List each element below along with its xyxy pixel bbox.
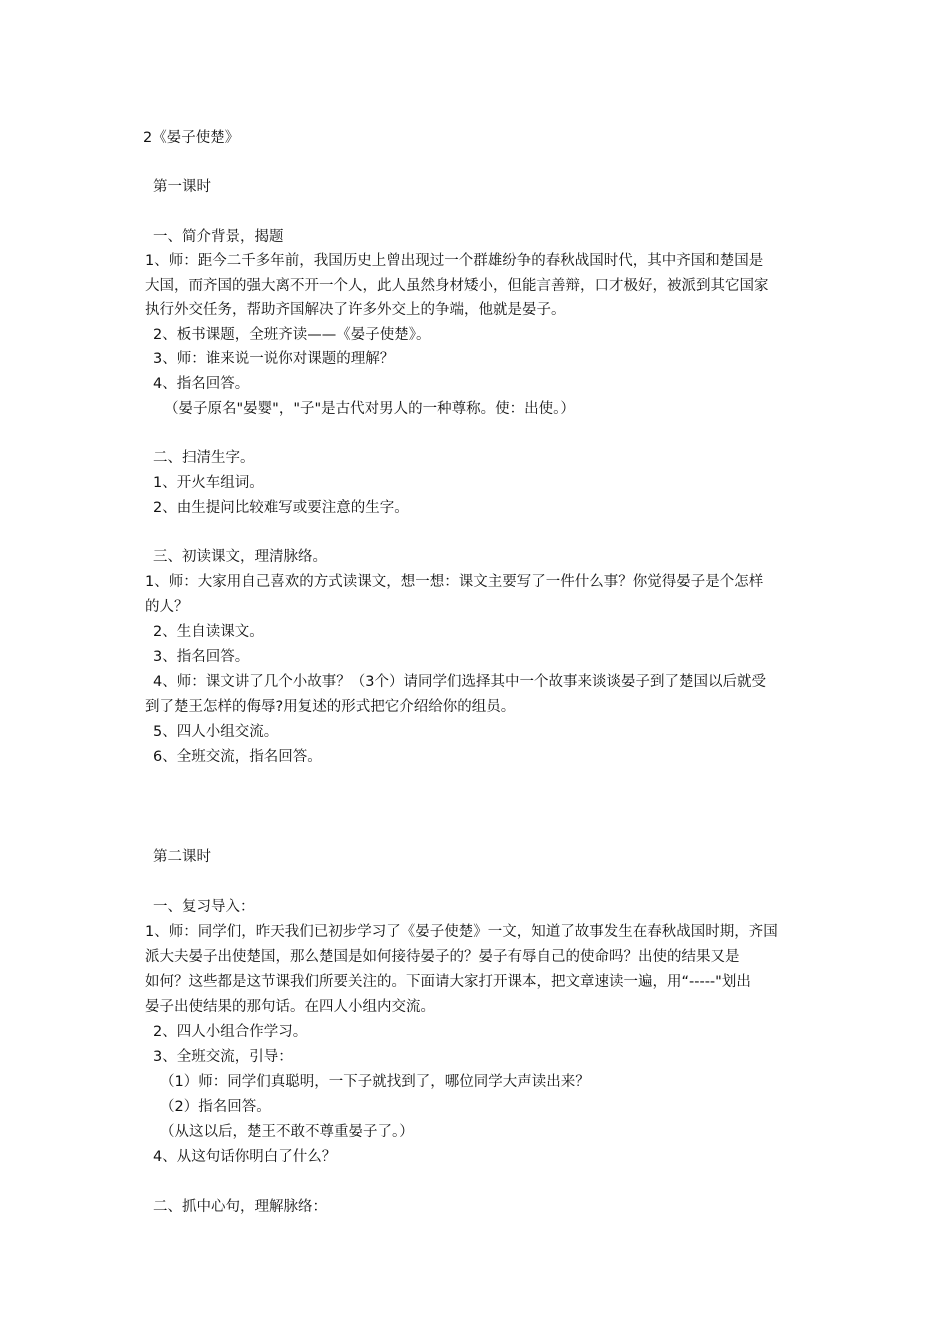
paragraph-line: （1）师：同学们真聪明，一下子就找到了，哪位同学大声读出来？ xyxy=(160,1074,590,1090)
paragraph-line: 2、由生提问比较难写或要注意的生字。 xyxy=(153,500,409,516)
lesson2-section2-heading: 二、抓中心句，理解脉络： xyxy=(153,1199,327,1215)
paragraph-line: 1、师：大家用自己喜欢的方式读课文，想一想：课文主要写了一件什么事？你觉得晏子是个怎样 xyxy=(145,574,764,590)
paragraph-line: 3、全班交流，引导： xyxy=(153,1049,293,1065)
lesson1-section1-heading: 一、简介背景，揭题 xyxy=(153,229,284,245)
paragraph-line: 晏子出使结果的那句话。在四人小组内交流。 xyxy=(145,999,435,1015)
paragraph-line: 1、开火车组词。 xyxy=(153,475,264,491)
lesson1-section2-heading: 二、扫清生字。 xyxy=(153,450,255,466)
paragraph-line: 3、师：谁来说一说你对课题的理解？ xyxy=(153,351,395,367)
note-line: （晏子原名"晏婴"，"子"是古代对男人的一种尊称。使：出使。） xyxy=(164,401,575,417)
paragraph-line: 4、师：课文讲了几个小故事？（3个）请同学们选择其中一个故事来谈谈晏子到了楚国以后就受 xyxy=(153,674,766,690)
paragraph-line: 2、板书课题，全班齐读——《晏子使楚》。 xyxy=(153,327,431,343)
paragraph-line: 4、从这句话你明白了什么？ xyxy=(153,1149,337,1165)
paragraph-line: 到了楚王怎样的侮辱?用复述的形式把它介绍给你的组员。 xyxy=(145,699,516,715)
paragraph-line: 6、全班交流，指名回答。 xyxy=(153,749,322,765)
paragraph-line: 4、指名回答。 xyxy=(153,376,250,392)
paragraph-line: 1、师：距今二千多年前，我国历史上曾出现过一个群雄纷争的春秋战国时代，其中齐国和楚国是 xyxy=(145,253,764,269)
lesson2-section1-heading: 一、复习导入： xyxy=(153,899,255,915)
paragraph-line: 3、指名回答。 xyxy=(153,649,250,665)
paragraph-line: 如何？这些都是这节课我们所要关注的。下面请大家打开课本，把文章速读一遍，用“-----"划出 xyxy=(145,974,751,990)
quote-line: （从这以后，楚王不敢不尊重晏子了。） xyxy=(160,1124,414,1140)
lesson1-heading: 第一课时 xyxy=(153,179,211,195)
paragraph-line: 大国，而齐国的强大离不开一个人，此人虽然身材矮小，但能言善辩，口才极好，被派到其它国家 xyxy=(145,278,769,294)
paragraph-line: 5、四人小组交流。 xyxy=(153,724,279,740)
paragraph-line: 2、生自读课文。 xyxy=(153,624,264,640)
document-title: 2《晏子使楚》 xyxy=(143,130,240,146)
paragraph-line: （2）指名回答。 xyxy=(160,1099,271,1115)
lesson2-heading: 第二课时 xyxy=(153,849,211,865)
paragraph-line: 的人？ xyxy=(145,599,189,615)
paragraph-line: 执行外交任务，帮助齐国解决了许多外交上的争端，他就是晏子。 xyxy=(145,302,566,318)
paragraph-line: 1、师：同学们，昨天我们已初步学习了《晏子使楚》一文，知道了故事发生在春秋战国时期，齐国 xyxy=(145,924,778,940)
lesson1-section3-heading: 三、初读课文，理清脉络。 xyxy=(153,549,327,565)
paragraph-line: 派大夫晏子出使楚国，那么楚国是如何接待晏子的？晏子有辱自己的使命吗？出使的结果又是 xyxy=(145,949,740,965)
paragraph-line: 2、四人小组合作学习。 xyxy=(153,1024,308,1040)
